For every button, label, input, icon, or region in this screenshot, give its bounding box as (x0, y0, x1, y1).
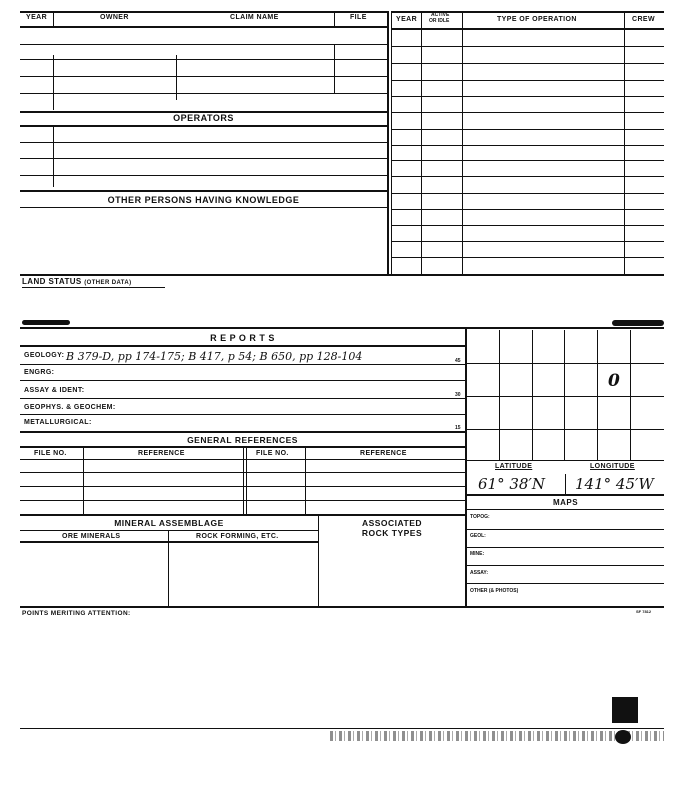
margin-15: 15 (455, 425, 461, 431)
other-persons-title: OTHER PERSONS HAVING KNOWLEDGE (107, 195, 300, 205)
scan-dot (615, 730, 631, 744)
header-year: YEAR (26, 14, 48, 21)
ops-header-type: TYPE OF OPERATION (497, 16, 577, 23)
maps-other: OTHER (& PHOTOS) (470, 588, 519, 594)
header-claim-name: CLAIM NAME (230, 14, 279, 21)
ops-header-year: YEAR (396, 16, 418, 23)
header-file: FILE (350, 14, 367, 21)
reports-title: R E P O R T S (210, 333, 275, 343)
ref-col-file1: FILE NO. (34, 450, 67, 457)
scan-mark-left (22, 320, 70, 325)
maps-topog: TOPOG: (470, 514, 490, 520)
form-number: SF 7812 (636, 609, 652, 614)
maps-mine: MINE: (470, 551, 485, 557)
mineral-title: MINERAL ASSEMBLAGE (114, 518, 224, 528)
geology-value: B 379-D, pp 174-175; B 417, p 54; B 650, pp 128-104 (66, 350, 363, 363)
associated-rock-types-line1: ASSOCIATED (361, 518, 423, 528)
margin-45: 45 (455, 358, 461, 364)
general-references-title: GENERAL REFERENCES (187, 435, 298, 445)
land-status-note: (OTHER DATA) (84, 280, 132, 286)
latitude-value: 61° 38′N (478, 475, 545, 493)
geology-label: GEOLOGY: (24, 352, 65, 359)
latitude-label: LATITUDE (495, 463, 533, 470)
geophys-label: GEOPHYS. & GEOCHEM: (24, 404, 116, 411)
longitude-value: 141° 45′W (575, 475, 654, 493)
ref-col-ref2: REFERENCE (360, 450, 407, 457)
maps-title: MAPS (552, 498, 579, 507)
points-meriting-attention: POINTS MERITING ATTENTION: (22, 610, 131, 617)
longitude-label: LONGITUDE (590, 463, 635, 470)
grid-mark: 0 (608, 371, 620, 391)
ops-header-active: ACTIVE (431, 12, 450, 18)
ops-header-crew: CREW (632, 16, 655, 23)
ops-header-idle: OR IDLE (429, 18, 450, 24)
scan-smudge (330, 731, 664, 741)
engrg-label: ENGRG: (24, 369, 55, 376)
maps-geol: GEOL: (470, 533, 486, 539)
ref-col-file2: FILE NO. (256, 450, 289, 457)
margin-30: 30 (455, 392, 461, 398)
land-status-label (22, 277, 132, 286)
rock-forming-header: ROCK FORMING, ETC. (196, 533, 279, 540)
land-status-title: LAND STATUS (22, 277, 82, 286)
ref-col-ref1: REFERENCE (138, 450, 185, 457)
scan-mark-right (612, 320, 664, 326)
ore-minerals-header: ORE MINERALS (62, 533, 121, 540)
header-owner: OWNER (100, 14, 129, 21)
operators-title: OPERATORS (173, 113, 234, 123)
maps-assay: ASSAY: (470, 570, 489, 576)
associated-rock-types-line2: ROCK TYPES (361, 528, 423, 538)
metallurgical-label: METALLURGICAL: (24, 419, 92, 426)
assay-label: ASSAY & IDENT: (24, 387, 85, 394)
scan-corner-block (612, 697, 638, 723)
